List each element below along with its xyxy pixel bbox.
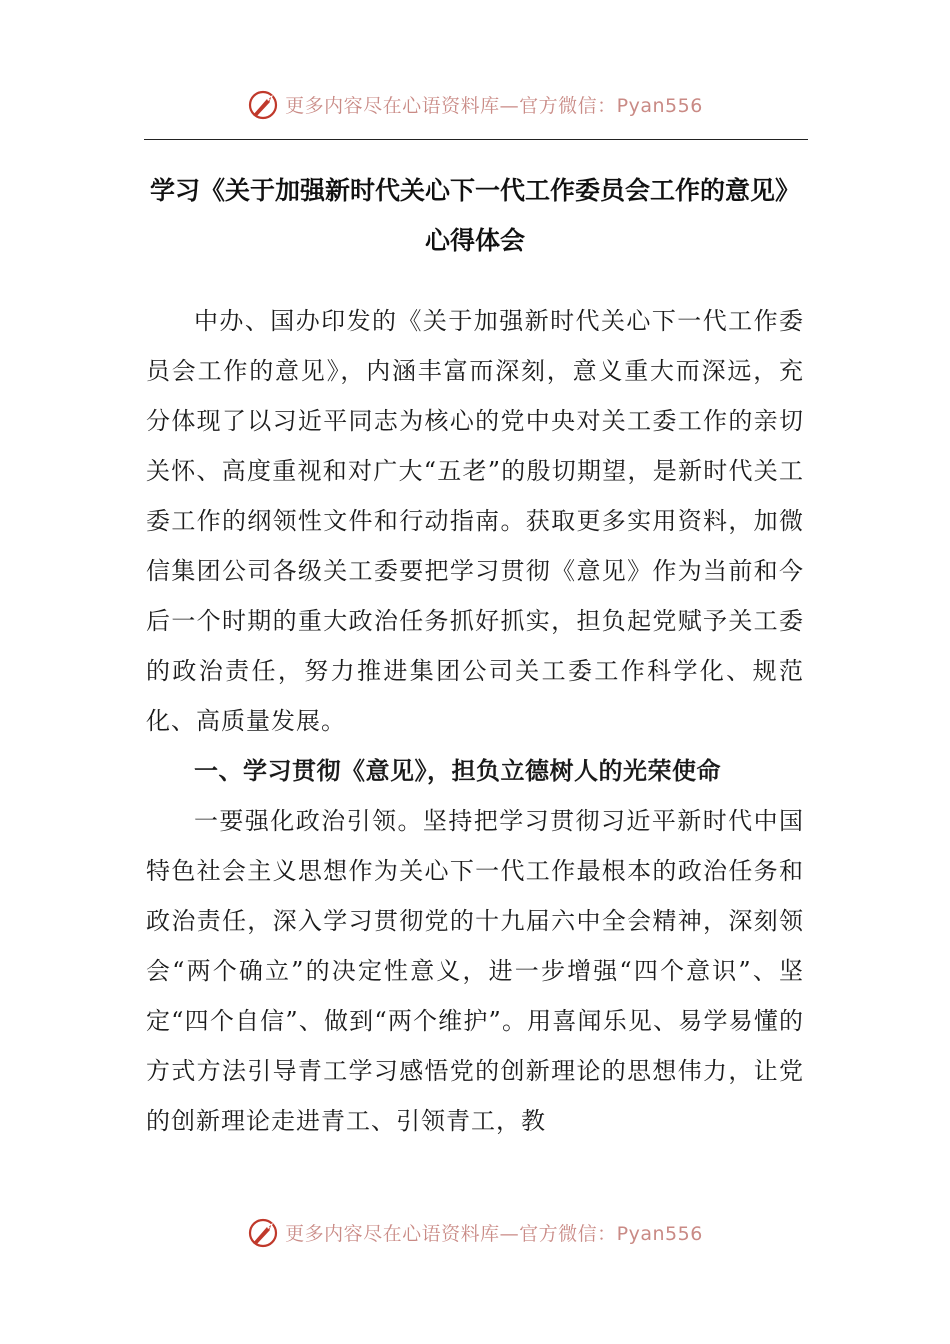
header-banner — [0, 84, 950, 124]
intro-paragraph: 中办、国办印发的《关于加强新时代关心下一代工作委员会工作的意见》，内涵丰富而深刻，意义重大而深远，充分体现了以习近平同志为核心的党中央对关工委工作的亲切关怀、高度重视和对广大“五老”的殷切期望，是新时代关工委工作的纲领性文件和行动指南。获取更多实用资料，加微信集团公司各级关工委要把学习贯彻《意见》作为当前和今后一个时期的重大政治任务抓好抓实，担负起党赋予关工委的政治责任，努力推进集团公司关工委工作科学化、规范化、高质量发展。 — [146, 307, 804, 735]
pen-nib-circle-icon — [247, 87, 281, 121]
banner-text: 更多内容尽在心语资料库—官方微信：Pyan556 — [285, 1222, 703, 1245]
footer-banner — [0, 1212, 950, 1252]
wechat-id: Pyan556 — [616, 94, 703, 117]
banner-text: 更多内容尽在心语资料库—官方微信：Pyan556 — [285, 94, 703, 117]
header-divider — [144, 139, 808, 140]
pen-nib-circle-icon — [247, 1215, 281, 1249]
wechat-id: Pyan556 — [616, 1222, 703, 1245]
section-heading-1: 一、学习贯彻《意见》，担负立德树人的光荣使命 — [194, 757, 721, 785]
section-1-paragraph-1: 一要强化政治引领。坚持把学习贯彻习近平新时代中国特色社会主义思想作为关心下一代工作最根本的政治任务和政治责任，深入学习贯彻党的十九届六中全会精神，深刻领会“两个确立”的决定性意义，进一步增强“四个意识”、坚定“四个自信”、做到“两个维护”。用喜闻乐见、易学易懂的方式方法引导青工学习感悟党的创新理论的思想伟力，让党的创新理论走进青工、引领青工，教 — [146, 807, 804, 1135]
document-body — [146, 296, 804, 1146]
document-title: 学习《关于加强新时代关心下一代工作委员会工作的意见》心得体会 — [150, 176, 801, 255]
